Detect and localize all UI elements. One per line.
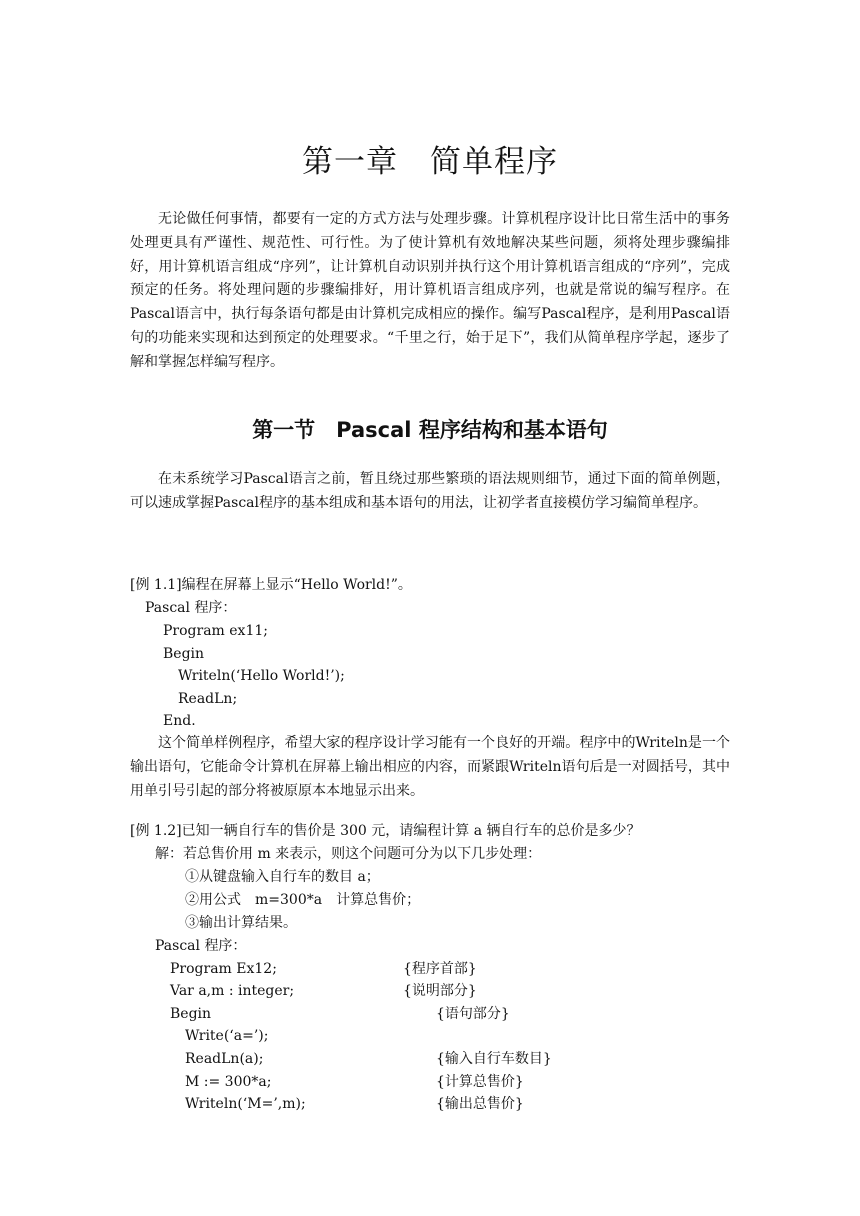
example1-code-line: Writeln(‘Hello World!’); <box>178 668 345 684</box>
example2-code-line: Program Ex12; <box>170 961 277 977</box>
example2-code-line: Write(‘a=’); <box>185 1028 269 1044</box>
example2-code-line: Begin <box>170 1006 212 1022</box>
example2-step: ②用公式 m=300*a 计算总售价； <box>185 892 421 908</box>
example2-code-comment: {计算总售价} <box>436 1074 524 1090</box>
example2-code-comment: {输出总售价} <box>436 1096 524 1112</box>
section-title: 第一节 Pascal 程序结构和基本语句 <box>252 418 608 442</box>
example2-solution: 解：若总售价用 m 来表示，则这个问题可分为以下几步处理： <box>155 846 542 862</box>
example2-heading: [例 1.2]已知一辆自行车的售价是 300 元，请编程计算 a 辆自行车的总价是多少？ <box>130 823 641 839</box>
example2-code-comment: {语句部分} <box>436 1006 510 1022</box>
example2-step: ①从键盘输入自行车的数目 a； <box>185 869 380 885</box>
example1-code-line: Begin <box>163 646 205 662</box>
example2-step: ③输出计算结果。 <box>185 915 297 931</box>
section-paragraph: 在未系统学习Pascal语言之前，暂且绕过那些繁琐的语法规则细节，通过下面的简单例题，可以速成掌握Pascal程序的基本组成和基本语句的用法，让初学者直接模仿学习编简单程序。 <box>130 471 730 511</box>
example2-code-comment: {程序首部} <box>403 961 477 977</box>
example2-code-comment: {说明部分} <box>403 983 477 999</box>
example1-code-line: ReadLn; <box>178 691 238 707</box>
example1-code-line: End. <box>163 713 196 729</box>
example2-code-line: Var a,m : integer; <box>170 983 295 999</box>
example1-explanation: 这个简单样例程序，希望大家的程序设计学习能有一个良好的开端。程序中的Writeln是一个输出语句，它能命令计算机在屏幕上输出相应的内容，而紧跟Writeln语句后是一对圆括号，其中用单引号引起的部分将被原原本本地显示出来。 <box>130 735 730 799</box>
example2-program-label: Pascal 程序： <box>155 938 247 954</box>
example2-code-line: M := 300*a; <box>185 1074 272 1090</box>
example2-code-line: Writeln(‘M=’,m); <box>185 1096 306 1112</box>
example2-code-line: ReadLn(a); <box>185 1051 264 1067</box>
example1-heading: [例 1.1]编程在屏幕上显示“Hello World!”。 <box>130 577 412 593</box>
example2-code-comment: {输入自行车数目} <box>436 1051 552 1067</box>
intro-paragraph: 无论做任何事情，都要有一定的方式方法与处理步骤。计算机程序设计比日常生活中的事务处理更具有严谨性、规范性、可行性。为了使计算机有效地解决某些问题，须将处理步骤编排好，用计算机语言组成“序列”，让计算机自动识别并执行这个用计算机语言组成的“序列”，完成预定的任务。将处理问题的步骤编排好，用计算机语言组成序列，也就是常说的编写程序。在Pascal语言中，执行每条语句都是由计算机完成相应的操作。编写Pascal程序，是利用Pascal语句的功能来实现和达到预定的处理要求。“千里之行，始于足下”，我们从简单程序学起，逐步了解和掌握怎样编写程序。 <box>130 211 730 370</box>
example1-code-line: Program ex11; <box>163 623 268 639</box>
chapter-title: 第一章 简单程序 <box>302 144 558 180</box>
example1-program-label: Pascal 程序： <box>145 600 237 616</box>
